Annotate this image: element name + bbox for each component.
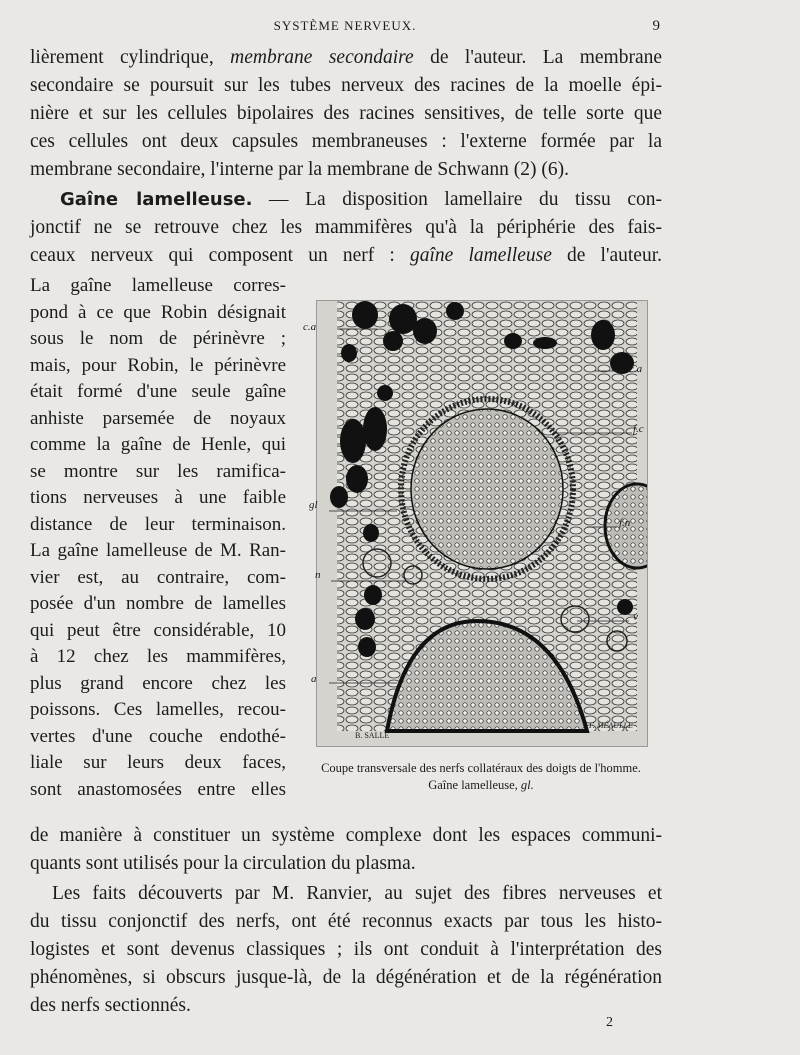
text-line: se montre sur les ramifica- [30,460,286,482]
text-line: plus grand encore chez les [30,672,286,694]
figure-label: c.a [629,363,643,375]
text-line: mais, pour Robin, le périnèvre [30,354,286,376]
text-line: distance de leur terminaison. [30,513,286,535]
figure-label: f.n [619,517,631,529]
text-line: comme la gaîne de Henle, qui [30,434,286,455]
running-title: SYSTÈME NERVEUX. [273,18,417,33]
figure-label: v [633,611,638,623]
text-line: La gaîne lamelleuse de M. Ran- [30,540,286,561]
page-number: 9 [652,18,660,34]
histology-figure [303,300,648,747]
text-line: sous le nom de périnèvre ; [30,328,286,349]
text-line: qui peut être considérable, 10 [30,619,286,641]
figure-label: a [311,673,317,685]
text-line: quants sont utilisés pour la circulation du plasma. [30,853,416,874]
section-heading: Gaîne lamelleuse. [60,189,253,210]
figure-label: f.c [633,423,644,435]
section-heading-line: Gaîne lamelleuse. — La disposition lamellaire du tissu con- [60,189,662,210]
text-line: de manière à constituer un système complexe dont les espaces communi- [30,825,662,846]
text-line: tions nerveuses à une faible [30,487,286,508]
text-line: nière et sur les cellules bipolaires des racines sensitives, de telle sorte que [30,103,662,124]
figure-label: n [315,569,321,581]
figure-label: c.a [303,321,317,333]
text-line: sont anastomosées entre elles [30,778,286,800]
engraver-signature: B. SALLÉ [355,731,390,740]
text-line: Les faits découverts par M. Ranvier, au sujet des fibres nerveuses et [52,883,662,904]
text-line: ceaux nerveux qui composent un nerf : gaîne lamelleuse de l'auteur. [30,245,663,266]
text-line: lièrement cylindrique, membrane secondaire de l'auteur. La membrane [30,47,663,68]
text-line: des nerfs sectionnés. [30,995,191,1016]
text-line: jonctif ne se retrouve chez les mammifères qu'à la périphérie des fais- [30,217,662,238]
text-line: anhiste parsemée de noyaux [30,407,286,429]
text-line: liale sur leurs deux faces, [30,752,286,773]
text-line: posée d'un nombre de lamelles [30,593,286,614]
text-line: vier est, au contraire, com- [30,566,286,588]
text-line: poissons. Ces lamelles, recou- [30,699,286,720]
text-line: membrane secondaire, l'interne par la membrane de Schwann (2) (6). [30,159,569,180]
figure-caption: Coupe transversale des nerfs collatéraux des doigts de l'homme. Gaîne lamelleuse, gl. [321,761,641,792]
text-line: La gaîne lamelleuse corres- [30,275,286,296]
text-line: était formé d'une seule gaîne [30,381,286,402]
signature-mark: 2 [606,1015,613,1030]
text-line: phénomènes, si obscurs jusque-là, de la dégénération et de la régénération [30,967,662,988]
text-line: secondaire se poursuit sur les tubes nerveux des racines de la moelle épi- [30,75,662,96]
figure-label: gl [309,499,318,511]
text-line: ces cellules ont deux capsules membraneuses : l'externe formée par la [30,131,662,152]
text-line: vertes d'une couche endothé- [30,725,286,747]
text-line: du tissu conjonctif des nerfs, ont été reconnus exacts par tous les histo- [30,911,662,932]
figure-illustration [317,301,647,746]
text-line: à 12 chez les mammifères, [30,646,286,667]
engraver-signature: F. MÉAULLE [589,721,633,730]
text-line: logistes et sont devenus classiques ; ils ont conduit à l'interprétation des [30,939,662,960]
text-line: pond à ce que Robin désignait [30,301,286,323]
